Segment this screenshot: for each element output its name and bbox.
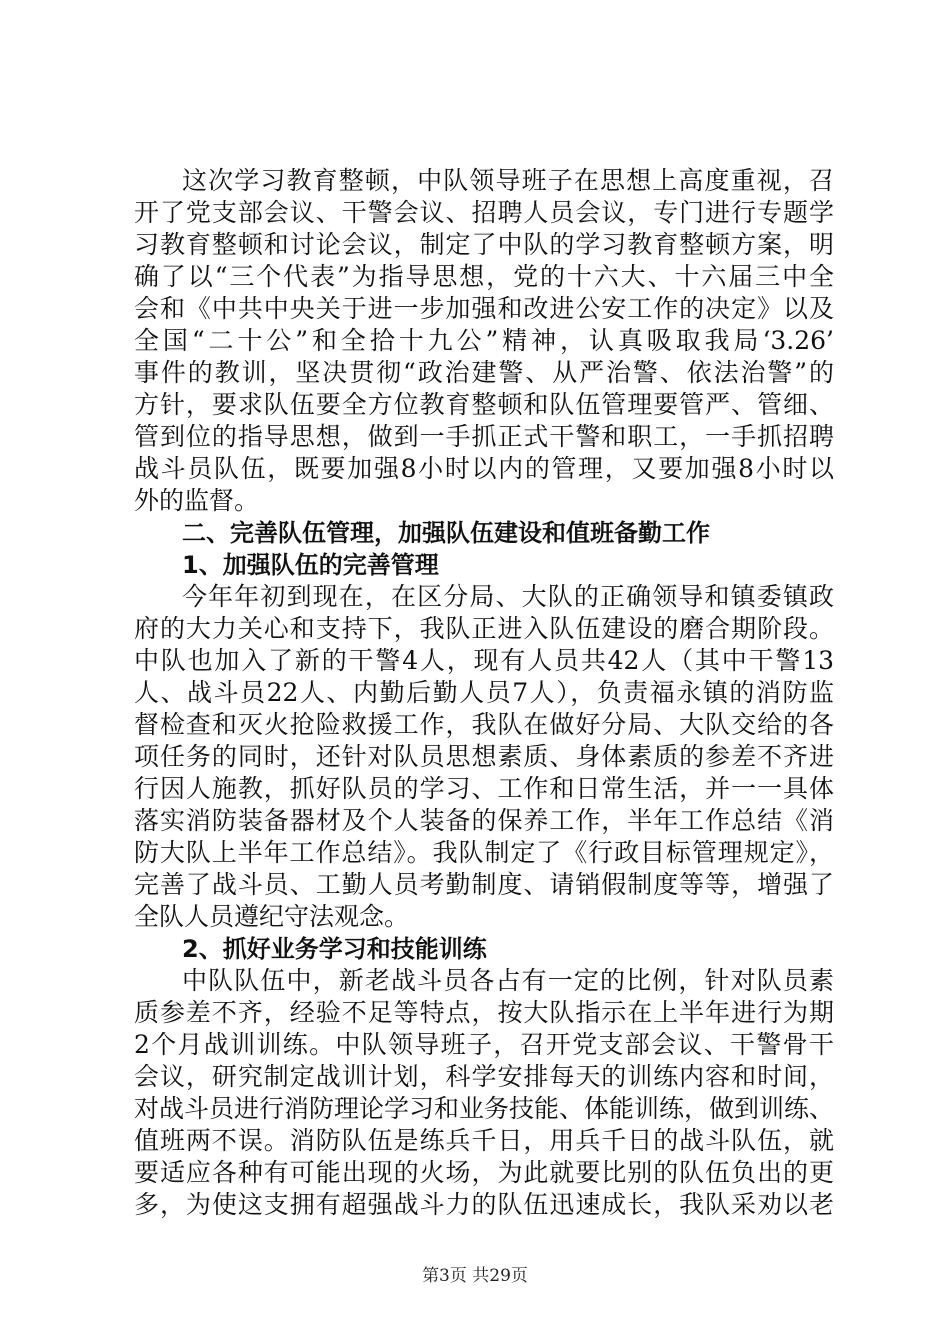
paragraph-line: 确了以“三个代表”为指导思想，党的十六大、十六届三中全 [134,262,834,291]
paragraph-line: 2个月战训训练。中队领导班子，召开党支部会议、干警骨干 [134,1030,834,1059]
paragraph-line: 项任务的同时，还针对队员思想素质、身体素质的参差不齐进 [134,742,834,771]
paragraph-line: 今年年初到现在，在区分局、大队的正确领导和镇委镇政 [182,582,834,611]
paragraph-line: 全国“二十公”和全拾十九公”精神，认真吸取我局‘3.26’ [134,326,834,355]
paragraph-line: 外的监督。 [134,486,260,515]
paragraph-line: 中队队伍中，新老战斗员各占有一定的比例，针对队员素 [182,966,834,995]
paragraph-line: 府的大力关心和支持下，我队正进入队伍建设的磨合期阶段。 [134,614,834,643]
paragraph-line: 落实消防装备器材及个人装备的保养工作，半年工作总结《消 [134,806,834,835]
paragraph-line: 完善了战斗员、工勤人员考勤制度、请销假制度等等，增强了 [134,870,834,899]
paragraph-line: 会和《中共中央关于进一步加强和改进公安工作的决定》以及 [134,294,834,323]
section-heading: 二、完善队伍管理，加强队伍建设和值班备勤工作 [182,519,710,547]
paragraph-line: 对战斗员进行消防理论学习和业务技能、体能训练，做到训练、 [134,1094,835,1123]
paragraph-line: 习教育整顿和讨论会议，制定了中队的学习教育整顿方案，明 [134,230,834,259]
paragraph-line: 人、战斗员22人、内勤后勤人员7人），负责福永镇的消防监 [134,678,834,707]
paragraph-line: 战斗员队伍，既要加强8小时以内的管理，又要加强8小时以 [134,454,834,483]
paragraph-line: 防大队上半年工作总结》。我队制定了《行政目标管理规定》， [134,838,834,867]
paragraph-line: 事件的教训，坚决贯彻“政治建警、从严治警、依法治警”的 [134,358,834,387]
paragraph-line: 这次学习教育整顿，中队领导班子在思想上高度重视，召 [182,166,834,195]
paragraph-line: 开了党支部会议、干警会议、招聘人员会议，专门进行专题学 [134,198,834,227]
paragraph-line: 多，为使这支拥有超强战斗力的队伍迅速成长，我队采劝以老 [134,1190,834,1219]
paragraph-line: 会议，研究制定战训计划，科学安排每天的训练内容和时间， [134,1062,834,1091]
paragraph-line: 行因人施教，抓好队员的学习、工作和日常生活，并一一具体 [134,774,834,803]
paragraph-line: 全队人员遵纪守法观念。 [134,902,410,931]
paragraph-line: 督检查和灭火抢险救援工作，我队在做好分局、大队交给的各 [134,710,834,739]
paragraph-line: 要适应各种有可能出现的火场，为此就要比别的队伍负出的更 [134,1158,834,1187]
subsection-heading: 2、抓好业务学习和技能训练 [182,935,487,963]
paragraph-line: 值班两不误。消防队伍是练兵千日，用兵千日的战斗队伍，就 [134,1126,834,1155]
paragraph-line: 质参差不齐，经验不足等特点，按大队指示在上半年进行为期 [134,998,834,1027]
paragraph-line: 管到位的指导思想，做到一手抓正式干警和职工，一手抓招聘 [134,422,834,451]
paragraph-line: 中队也加入了新的干警4人，现有人员共42人（其中干警13 [134,646,834,675]
subsection-heading: 1、加强队伍的完善管理 [182,551,439,579]
paragraph-line: 方针，要求队伍要全方位教育整顿和队伍管理要管严、管细、 [134,390,834,419]
page-footer: 第3页 共29页 [422,1266,528,1286]
